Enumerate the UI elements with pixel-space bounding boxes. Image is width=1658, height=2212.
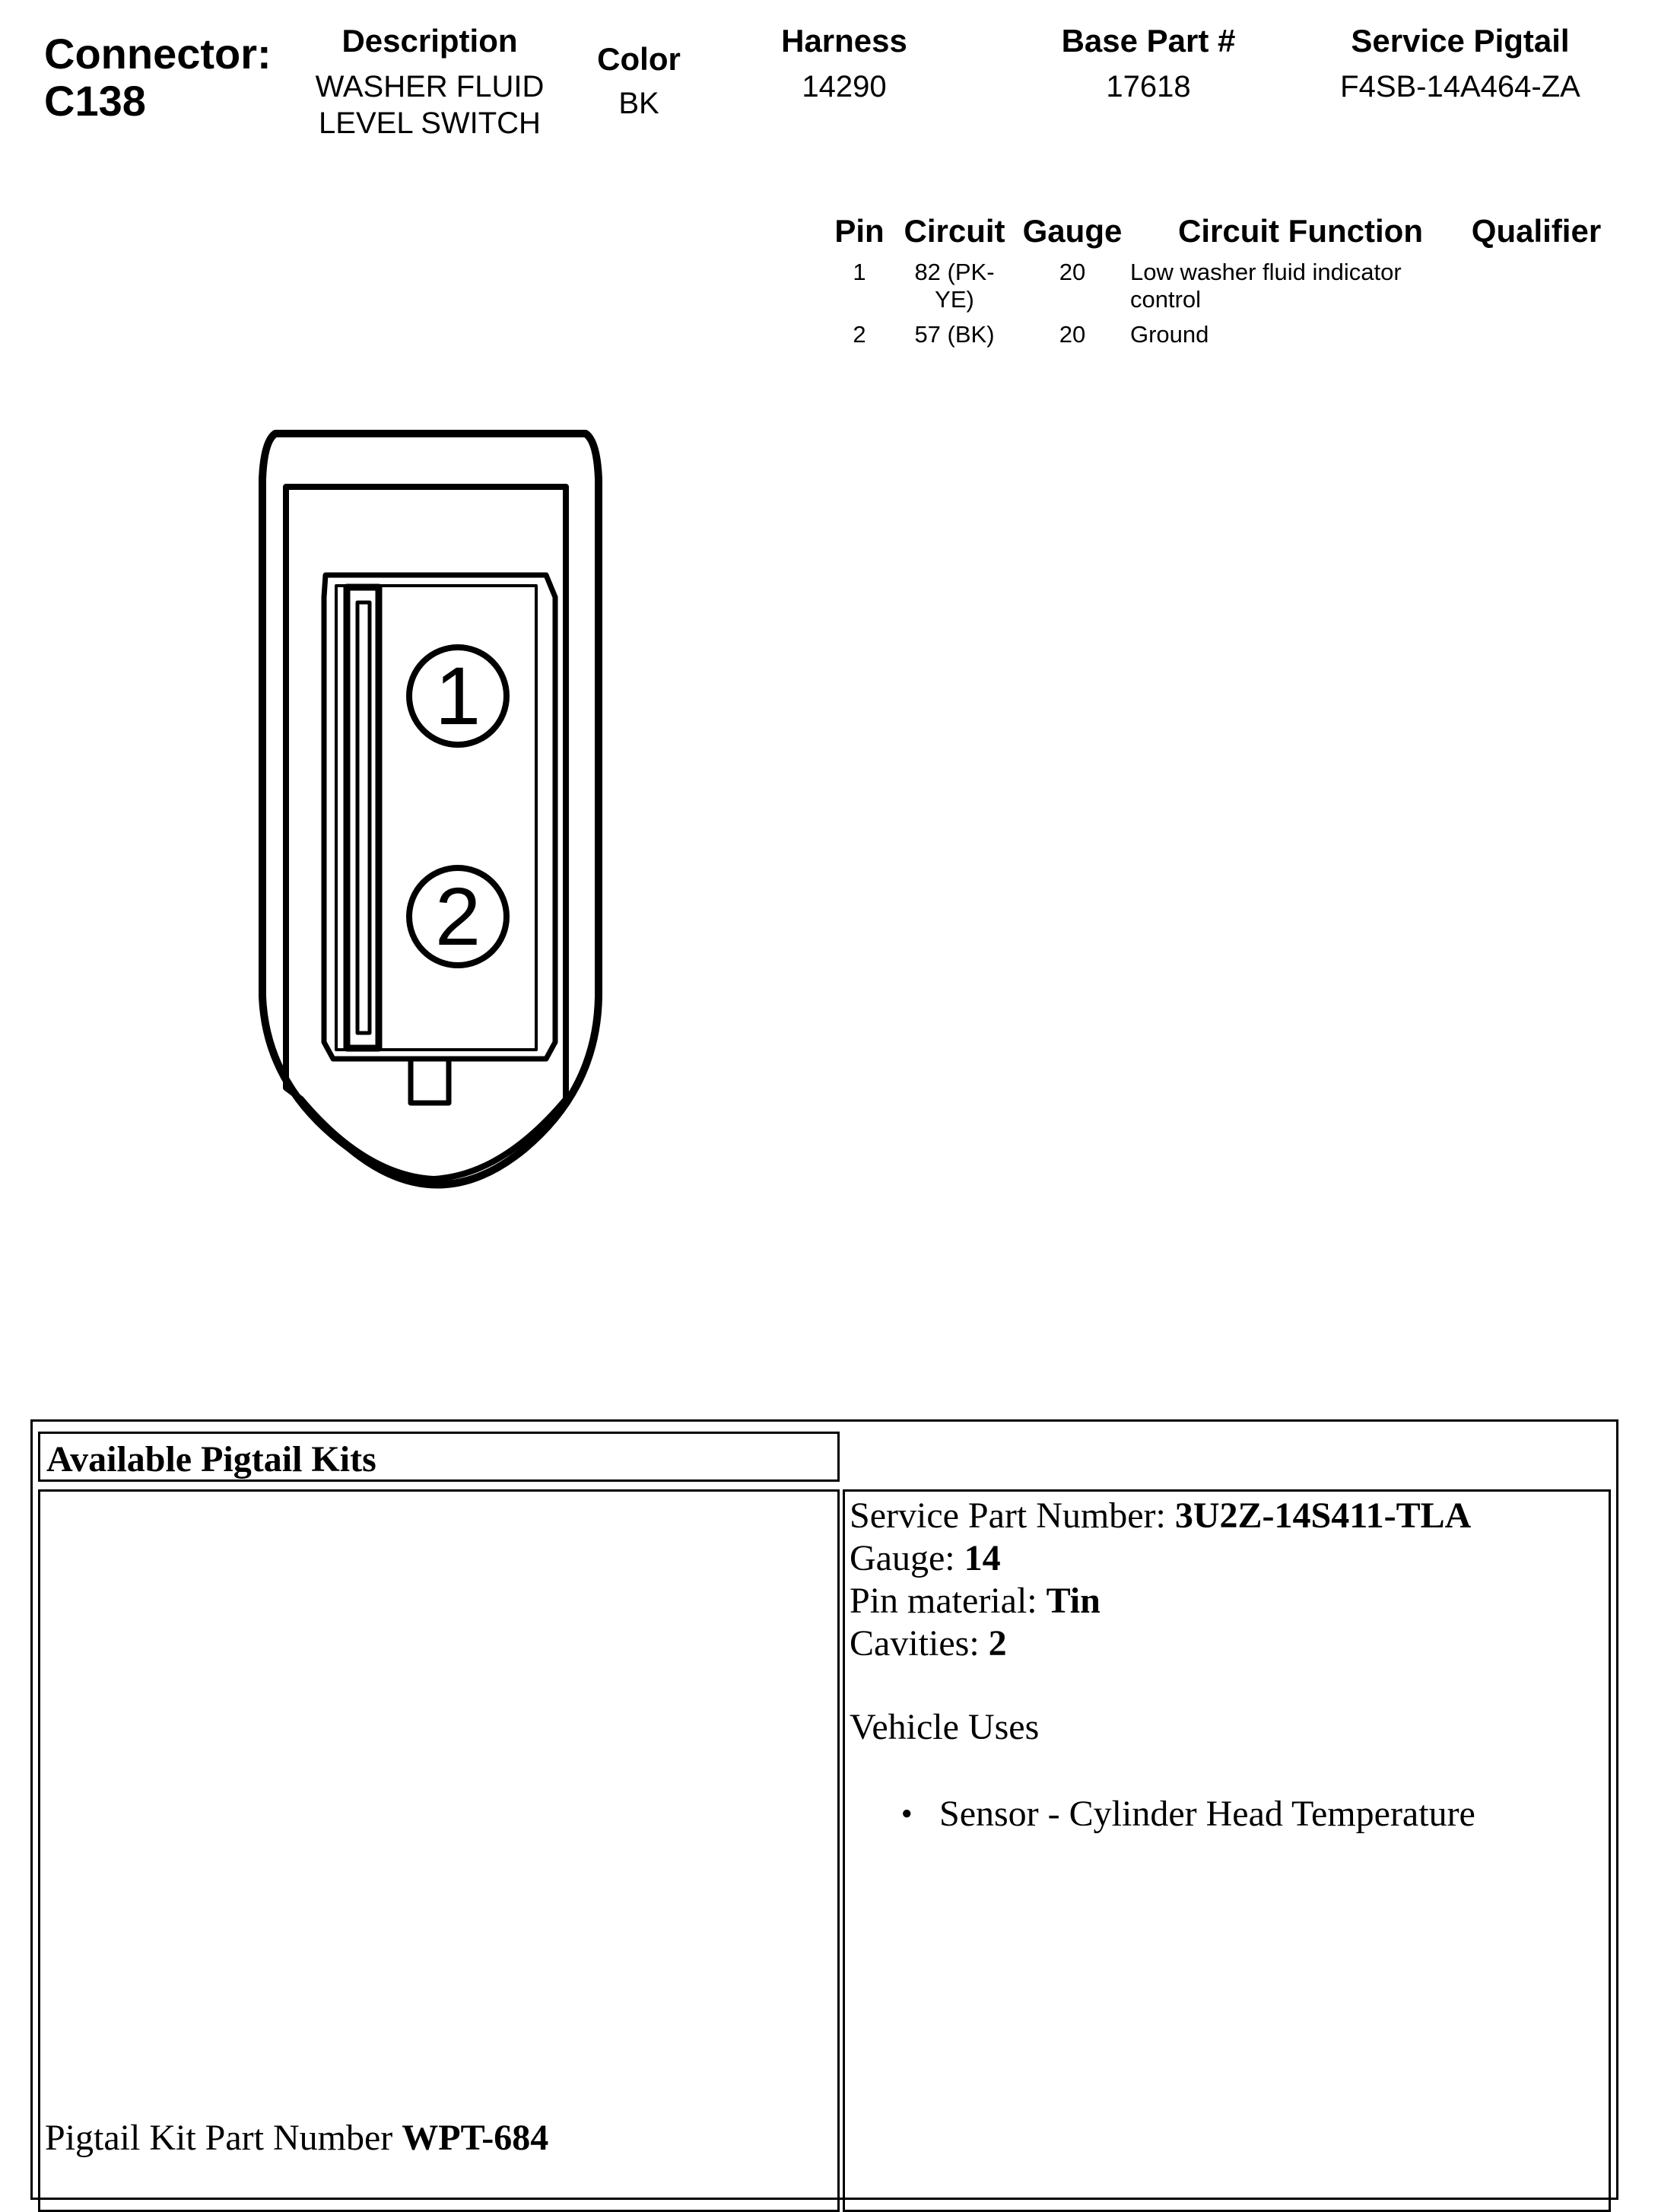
pin-material — [850, 1580, 1101, 1622]
cavities-value: 2 — [988, 1623, 1007, 1664]
pigtail-kit-part-number — [45, 2117, 548, 2160]
harness-label: Harness — [781, 23, 907, 59]
pigtail-gauge — [850, 1537, 1001, 1580]
pin-1-label: 1 — [434, 650, 481, 742]
pin-number: 2 — [853, 321, 866, 348]
function-line-1: Low washer fluid indicator — [1130, 259, 1402, 285]
circuit-header: Circuit — [904, 213, 1005, 249]
pin-2-label: 2 — [434, 870, 481, 962]
connector-id: C138 — [44, 77, 146, 125]
locking-latch-bar — [347, 587, 379, 1048]
circuit-line-1: 57 (BK) — [914, 321, 995, 348]
connector-face-diagram — [251, 426, 608, 1232]
pigtail-gauge-label: Gauge: — [850, 1538, 964, 1578]
description-line-2: LEVEL SWITCH — [319, 106, 541, 140]
vehicle-uses-heading: Vehicle Uses — [850, 1707, 1040, 1747]
description-line-1: WASHER FLUID — [315, 70, 545, 103]
service-pigtail-label: Service Pigtail — [1351, 23, 1570, 59]
function-line-1: Ground — [1130, 321, 1209, 348]
circuit-function-header: Circuit Function — [1178, 213, 1423, 249]
service-pigtail-value: F4SB-14A464-ZA — [1340, 70, 1580, 103]
circuit-line-1: 82 (PK- — [914, 259, 995, 285]
vehicle-uses-list — [845, 1793, 1598, 1835]
pin-material-value: Tin — [1046, 1581, 1101, 1621]
service-part-number — [850, 1495, 1471, 1537]
pin-material-label: Pin material: — [850, 1581, 1047, 1621]
service-part-label: Service Part Number: — [850, 1495, 1175, 1536]
pigtail-gauge-value: 14 — [964, 1538, 1001, 1578]
keyway-notch — [411, 1059, 449, 1103]
kit-part-value: WPT-684 — [402, 2118, 549, 2158]
connector-inner-frame — [286, 487, 566, 1179]
color-value: BK — [618, 87, 659, 120]
pigtail-details-cell — [843, 1489, 1611, 2212]
description-label: Description — [341, 23, 518, 59]
qualifier-header: Qualifier — [1471, 213, 1602, 249]
connector-label: Connector: — [44, 30, 272, 78]
pin-header: Pin — [834, 213, 885, 249]
service-part-value: 3U2Z-14S411-TLA — [1174, 1495, 1472, 1536]
pin-number: 1 — [853, 259, 866, 285]
gauge-header: Gauge — [1022, 213, 1123, 249]
harness-value: 14290 — [802, 70, 887, 103]
function-line-2: control — [1130, 286, 1202, 313]
gauge-value: 20 — [1059, 259, 1086, 285]
gauge-value: 20 — [1059, 321, 1086, 348]
cavities — [850, 1622, 1007, 1665]
pigtail-image-cell — [38, 1489, 840, 2212]
circuit-line-2: YE) — [935, 286, 974, 313]
pigtail-section-title: Available Pigtail Kits — [38, 1432, 840, 1482]
color-label: Color — [597, 41, 681, 77]
kit-part-label: Pigtail Kit Part Number — [45, 2118, 402, 2158]
connector-outer-housing — [262, 434, 599, 1185]
list-item: ● Sensor - Cylinder Head Temperature — [845, 1793, 1598, 1835]
cavities-label: Cavities: — [850, 1623, 989, 1664]
base-part-value: 17618 — [1106, 70, 1191, 103]
base-part-label: Base Part # — [1061, 23, 1236, 59]
